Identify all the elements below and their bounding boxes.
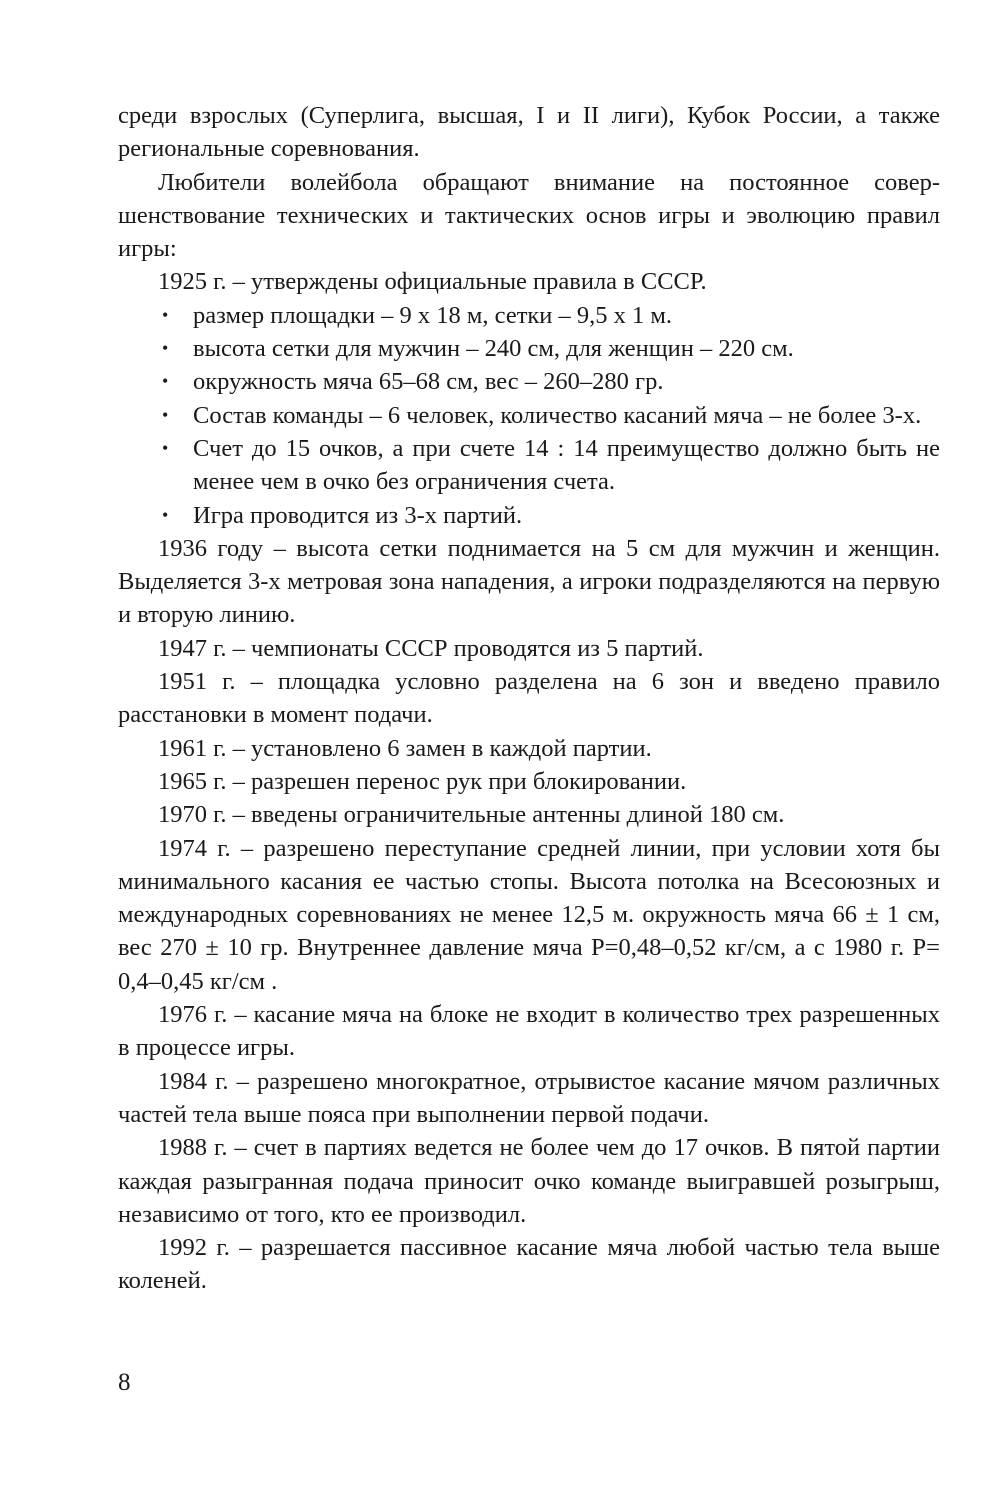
bullet-icon: • [162, 371, 169, 392]
bullet-icon: • [162, 437, 169, 458]
list-item [118, 499, 940, 532]
paragraph-rules-evolution: Любители волейбола обращают внимание на постоянное совершенствование технических и тактических основ игры и эволюцию правил игры: [118, 168, 940, 263]
list-item [118, 399, 940, 432]
paragraph-1947: 1947 г. – чемпионаты СССР проводятся из 5 партий. [158, 634, 704, 662]
paragraph-1936: 1936 году – высота сетки поднимается на 5 см для мужчин и женщин. Выделяется 3-х метровая зона нападения, а игроки подразделяются на первую и вторую линию. [118, 534, 940, 629]
paragraph-1961: 1961 г. – установлено 6 замен в каждой партии. [158, 734, 652, 762]
list-item-text: Состав команды – 6 человек, количество касаний мяча – не более 3-х. [193, 401, 922, 429]
list-item [118, 332, 940, 365]
list-item-text: Игра проводится из 3-х партий. [193, 501, 523, 529]
list-item-text: Счет до 15 очков, а при счете 14 : 14 преимущество должно быть не менее чем в очко без ограничения счета. [193, 434, 940, 496]
bullet-icon: • [162, 304, 169, 325]
paragraph-1970: 1970 г. – введены ограничительные антенны длиной 180 см. [158, 801, 785, 829]
paragraph-1988: 1988 г. – счет в партиях ведется не более чем до 17 очков. В пятой партии каждая разыгранная подача приносит очко команде выигравшей розыгрыш, независимо от того, кто ее производил. [118, 1134, 940, 1228]
paragraph-1984: 1984 г. – разрешено многократное, отрывистое касание мячом различных частей тела выше пояса при выполнении первой подачи. [118, 1067, 940, 1128]
page-number: 8 [118, 1369, 131, 1396]
list-item-text: размер площадки – 9 х 18 м, сетки – 9,5 х 1 м. [193, 301, 673, 329]
page-text-block [118, 99, 940, 1298]
paragraph-1951: 1951 г. – площадка условно разделена на 6 зон и введено правило расстановки в момент подачи. [118, 668, 940, 729]
bullet-icon: • [162, 404, 169, 425]
bullet-icon: • [162, 338, 169, 359]
bullet-icon: • [162, 504, 169, 525]
paragraph-intro-continuation: среди взрослых (Суперлига, высшая, I и II лиги), Кубок России, а также региональные соревнования. [118, 102, 940, 163]
paragraph-1974: 1974 г. – разрешено переступание средней линии, при условии хотя бы минимального касания ее частью стопы. Высота потолка на Всесоюзных и международных соревнованиях не менее 12,5 м. окружность мяча 66 ± 1 см, вес 270 ± 10 гр. Внутреннее давление мяча Р=0,48–0,52 кг/см, а с 1980 г. Р= 0,4–0,45 кг/см . [118, 834, 940, 995]
list-item-text: окружность мяча 65–68 см, вес – 260–280 гр. [193, 368, 664, 396]
paragraph-1925: 1925 г. – утверждены официальные правила в СССР. [158, 268, 707, 296]
list-item [118, 299, 940, 332]
paragraph-1965: 1965 г. – разрешен перенос рук при блокировании. [158, 767, 687, 795]
list-item-text: высота сетки для мужчин – 240 см, для женщин – 220 см. [193, 335, 794, 363]
list-item [118, 432, 940, 499]
list-item [118, 365, 940, 398]
paragraph-1976: 1976 г. – касание мяча на блоке не входит в количество трех разрешенных в процессе игры. [118, 1001, 940, 1062]
paragraph-1992: 1992 г. – разрешается пассивное касание мяча любой частью тела выше коленей. [118, 1234, 940, 1295]
rules-1925-list [118, 299, 940, 532]
